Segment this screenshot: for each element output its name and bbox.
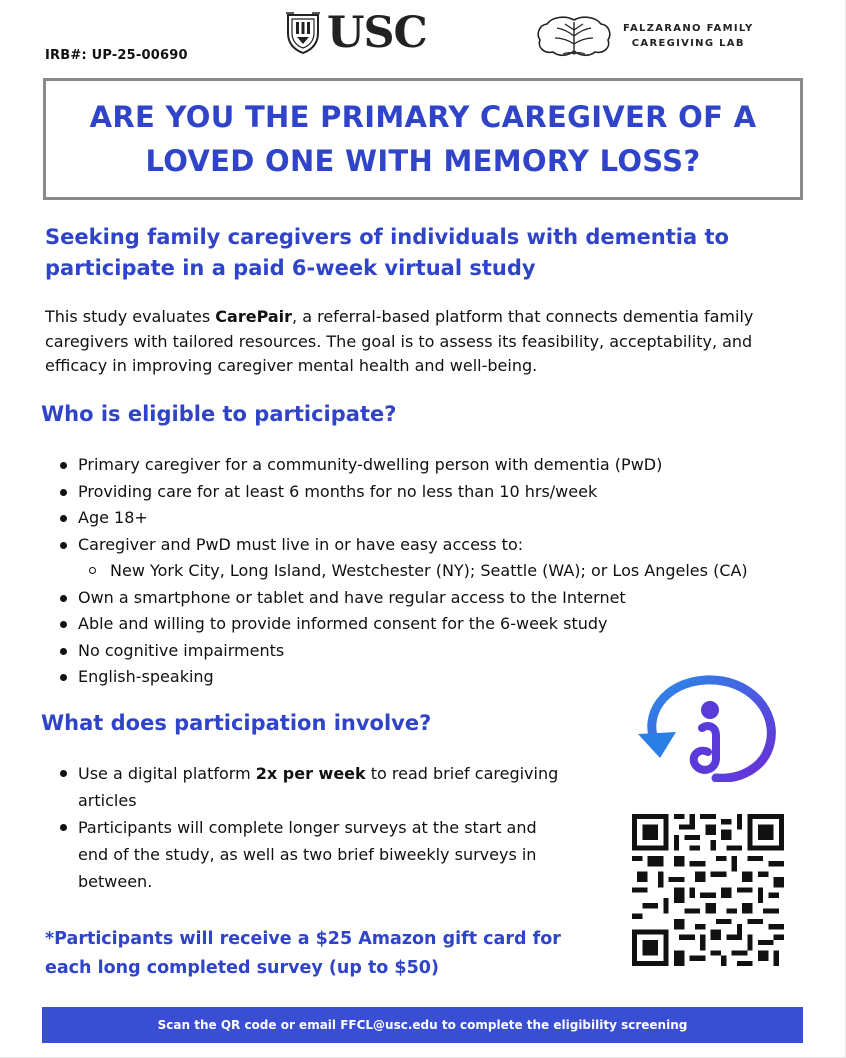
irb-number: IRB#: UP-25-00690: [45, 48, 188, 63]
usc-seal-icon: [284, 11, 322, 55]
list-item: [60, 760, 560, 814]
lab-name: [623, 21, 754, 51]
lab-logo: [535, 14, 754, 58]
list-item: English-speaking: [60, 664, 748, 691]
list-item: No cognitive impairments: [60, 638, 748, 665]
item-text: to read brief caregiving articles: [78, 764, 559, 810]
footer-banner: [42, 1007, 803, 1043]
subheading: Seeking family caregivers of individuals with dementia to participate in a paid 6-week virtual study: [45, 225, 729, 280]
list-item: Own a smartphone or tablet and have regular access to the Internet: [60, 585, 748, 612]
usc-wordmark: USC: [327, 8, 427, 58]
lab-name-line-1: FALZARANO FAMILY: [623, 23, 754, 34]
qr-code-icon[interactable]: [632, 814, 784, 966]
intro-paragraph: [45, 305, 815, 379]
intro-text-before: This study evaluates: [45, 307, 216, 326]
list-item: Primary caregiver for a community-dwelling person with dementia (PwD): [60, 452, 748, 479]
item-emphasis: 2x per week: [255, 764, 366, 783]
list-item: Age 18+: [60, 505, 748, 532]
list-item: Providing care for at least 6 months for no less than 10 hrs/week: [60, 479, 748, 506]
headline: ARE YOU THE PRIMARY CAREGIVER OF A LOVED ONE WITH MEMORY LOSS?: [89, 100, 757, 178]
list-item: Participants will complete longer surveys at the start and end of the study, as well as two brief biweekly surveys in between.: [60, 814, 560, 895]
participation-title: What does participation involve?: [41, 711, 432, 735]
lab-name-line-2: CAREGIVING LAB: [631, 38, 745, 49]
eligibility-list: [60, 452, 748, 691]
gift-card-note: *Participants will receive a $25 Amazon gift card for each long completed survey (up to $50): [45, 929, 561, 978]
usc-logo: [284, 10, 427, 56]
intro-carepair: CarePair: [215, 307, 293, 326]
list-item: Caregiver and PwD must live in or have easy access to:: [60, 532, 748, 559]
eligibility-title: Who is eligible to participate?: [41, 402, 397, 426]
brain-tree-icon: [535, 14, 613, 58]
participation-list: [60, 760, 560, 895]
intro-text-after: , a referral-based platform that connects dementia family caregivers with tailored resources. The goal is to assess its feasibility, acceptability, and efficacy in improving caregiver mental health and well-being.: [45, 307, 754, 375]
info-circle-arrow-icon: [636, 674, 782, 782]
list-item: Able and willing to provide informed consent for the 6-week study: [60, 611, 748, 638]
item-text: Use a digital platform: [78, 764, 256, 783]
sub-list-item: New York City, Long Island, Westchester (NY); Seattle (WA); or Los Angeles (CA): [60, 558, 748, 585]
footer-text: Scan the QR code or email FFCL@usc.edu to complete the eligibility screening: [157, 1018, 688, 1032]
headline-box: [43, 78, 803, 200]
